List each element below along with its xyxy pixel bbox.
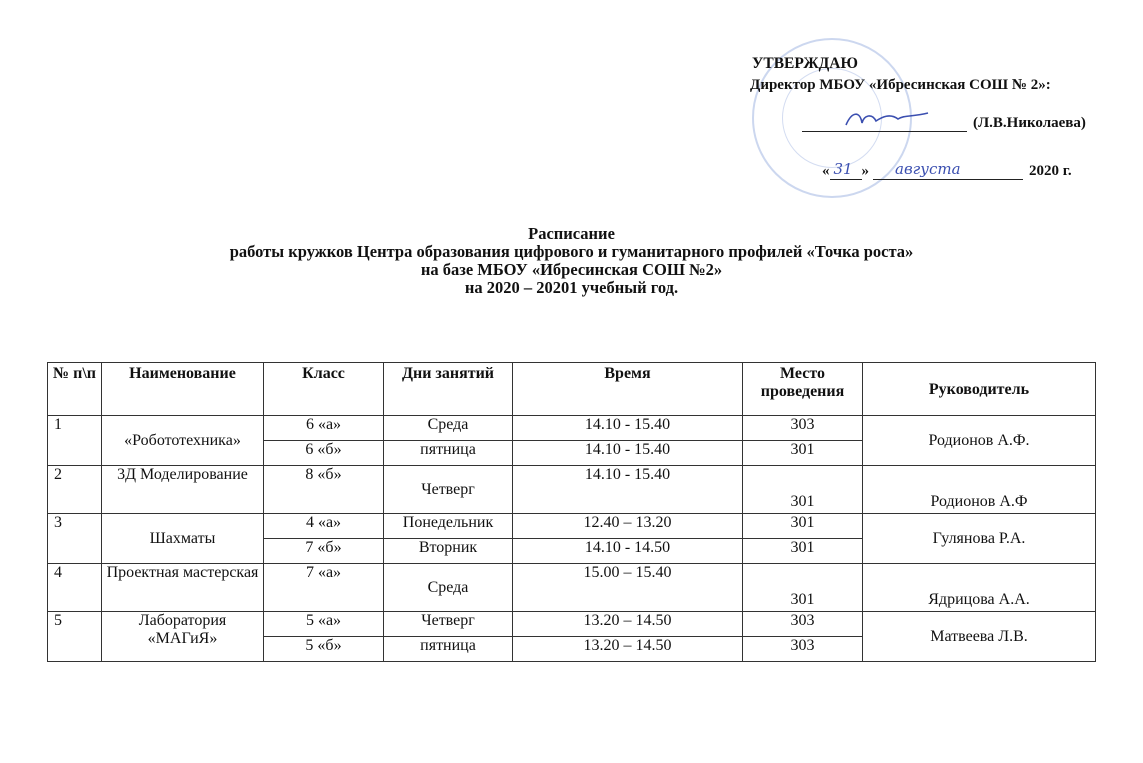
session-time: 14.10 - 15.40 [513,466,743,514]
row-num: 5 [48,612,102,662]
title-line-1: Расписание [528,224,615,243]
session-class: 4 «а» [264,514,384,539]
session-place: 301 [743,466,863,514]
date-month-blank [873,160,1023,180]
header-days: Дни занятий [384,363,513,416]
table-row [48,612,1096,637]
row-name: Шахматы [102,514,264,564]
row-name: 3Д Моделирование [102,466,264,514]
session-class: 7 «б» [264,539,384,564]
session-place: 303 [743,637,863,662]
approval-position: Директор МБОУ «Ибресинская СОШ № 2»: [750,77,1051,93]
row-leader: Родионов А.Ф [863,466,1096,514]
row-leader: Матвеева Л.В. [863,612,1096,662]
schedule-table [47,362,1096,662]
session-class: 6 «б» [264,441,384,466]
title-line-3: на базе МБОУ «Ибресинская СОШ №2» [420,260,723,279]
session-class: 8 «б» [264,466,384,514]
session-time: 14.10 - 15.40 [513,416,743,441]
header-name: Наименование [102,363,264,416]
signature-blank [802,115,967,132]
session-place: 301 [743,539,863,564]
session-time: 15.00 – 15.40 [513,564,743,612]
session-time: 14.10 - 14.50 [513,539,743,564]
header-time: Время [513,363,743,416]
header-num: № п\п [48,363,102,416]
table-row [48,416,1096,441]
header-class: Класс [264,363,384,416]
title-line-2: работы кружков Центра образования цифрового и гуманитарного профилей «Точка роста» [229,242,914,261]
approval-signature-line [802,115,1086,132]
session-day: Четверг [384,466,513,514]
date-day: 31 [833,160,853,178]
table-header-row [48,363,1096,416]
session-time: 14.10 - 15.40 [513,441,743,466]
session-time: 13.20 – 14.50 [513,612,743,637]
approval-title: УТВЕРЖДАЮ [752,55,858,72]
session-day: Среда [384,564,513,612]
date-month: августа [895,160,961,178]
date-year: 2020 г. [1029,163,1072,179]
session-place: 301 [743,564,863,612]
date-open-quote: « [822,163,830,179]
session-day: Вторник [384,539,513,564]
row-leader: Родионов А.Ф. [863,416,1096,466]
row-leader: Гулянова Р.А. [863,514,1096,564]
row-num: 2 [48,466,102,514]
title-line-4: на 2020 – 20201 учебный год. [464,278,679,297]
session-day: Понедельник [384,514,513,539]
header-leader: Руководитель [863,363,1096,416]
session-class: 5 «б» [264,637,384,662]
row-name: «Робототехника» [102,416,264,466]
approval-signature-name: (Л.В.Николаева) [973,115,1086,131]
session-place: 303 [743,612,863,637]
handwritten-signature [842,107,932,131]
header-place: Место проведения [743,363,863,416]
session-place: 301 [743,441,863,466]
session-day: пятница [384,637,513,662]
table-row [48,514,1096,539]
session-class: 6 «а» [264,416,384,441]
date-day-blank [830,160,862,180]
table-row [48,564,1096,612]
row-num: 1 [48,416,102,466]
session-day: пятница [384,441,513,466]
session-time: 13.20 – 14.50 [513,637,743,662]
approval-date [822,160,1072,180]
session-time: 12.40 – 13.20 [513,514,743,539]
row-leader: Ядрицова А.А. [863,564,1096,612]
session-class: 5 «а» [264,612,384,637]
document-title [0,225,1143,297]
session-place: 301 [743,514,863,539]
session-day: Среда [384,416,513,441]
row-num: 3 [48,514,102,564]
session-place: 303 [743,416,863,441]
row-num: 4 [48,564,102,612]
row-name: Лаборатория «МАГиЯ» [102,612,264,662]
session-day: Четверг [384,612,513,637]
date-close-quote: » [861,163,869,179]
table-row [48,466,1096,514]
session-class: 7 «а» [264,564,384,612]
row-name: Проектная мастерская [102,564,264,612]
